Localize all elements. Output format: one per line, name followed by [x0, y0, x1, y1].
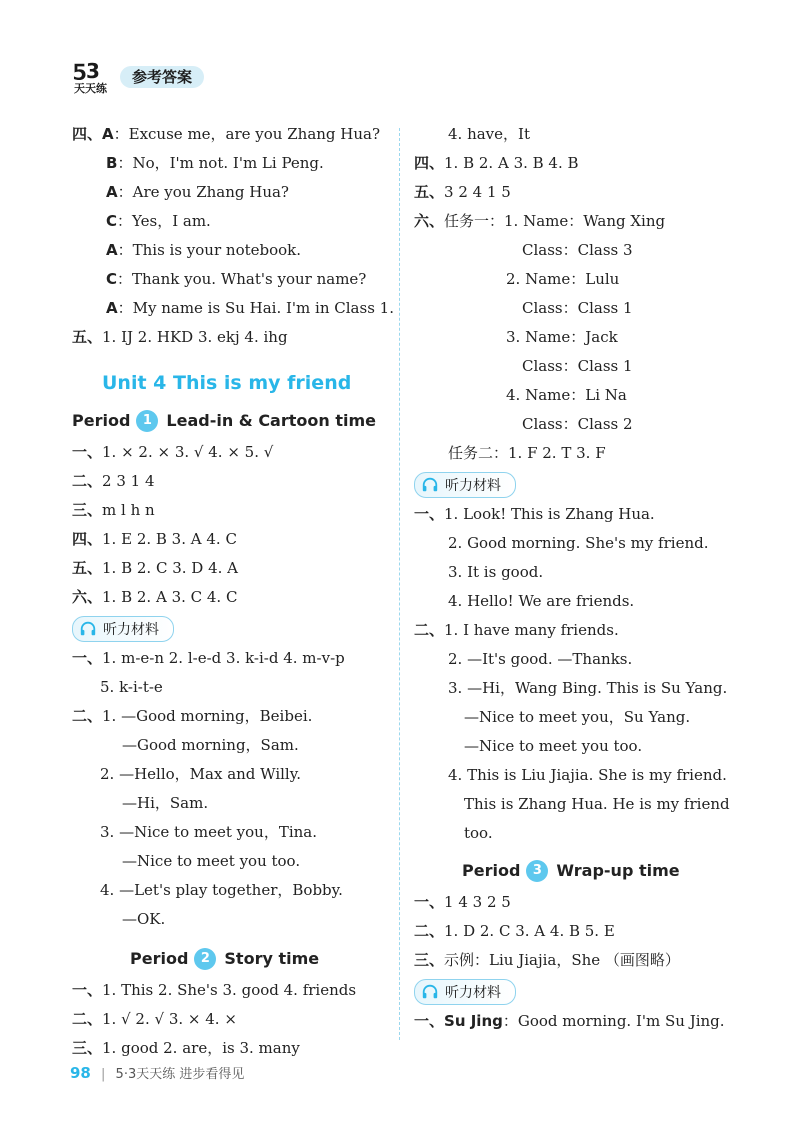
answer-line: —Hi，Sam.: [122, 794, 209, 812]
period-1-heading: Period 1 Lead-in & Cartoon time: [72, 411, 376, 430]
period-number-badge: 2: [194, 948, 216, 970]
answer-line: —Nice to meet you too.: [464, 737, 643, 755]
answer-line: Class：Class 2: [522, 415, 633, 433]
column-divider: [399, 128, 400, 1040]
period-3-heading: Period 3 Wrap-up time: [462, 861, 680, 880]
answer-line: 4. —Let's play together，Bobby.: [100, 881, 343, 899]
answer-line: 3. —Nice to meet you，Tina.: [100, 823, 317, 841]
answer-line: 4. Hello! We are friends.: [448, 592, 635, 610]
page-number: 98: [70, 1064, 91, 1082]
answer-line: 二、1. D 2. C 3. A 4. B 5. E: [414, 922, 615, 940]
period-2-answers: [72, 976, 390, 1063]
period-1-listening: [72, 644, 390, 934]
listening-material-label: 听力材料: [72, 616, 174, 642]
dialogue-line: A：Are you Zhang Hua?: [106, 183, 289, 201]
answer-line: 二、1. √ 2. √ 3. × 4. ×: [72, 1010, 237, 1028]
dialogue-line: B：No，I'm not. I'm Li Peng.: [106, 154, 324, 172]
answer-line: 三、1. good 2. are，is 3. many: [72, 1039, 300, 1057]
period-1-answers: [72, 438, 390, 612]
right-listening: [414, 500, 744, 848]
answer-line: 一、1 4 3 2 5: [414, 893, 511, 911]
answer-line: 二、1. —Good morning，Beibei.: [72, 707, 313, 725]
answer-line: —OK.: [122, 910, 166, 928]
dialogue-line: C：Thank you. What's your name?: [106, 270, 367, 288]
dialogue-line: C：Yes，I am.: [106, 212, 211, 230]
answer-line: 二、1. I have many friends.: [414, 621, 619, 639]
answer-line: —Nice to meet you too.: [122, 852, 301, 870]
answer-line: 一、1. This 2. She's 3. good 4. friends: [72, 981, 357, 999]
headphones-icon: [421, 476, 439, 494]
listening-material-label: 听力材料: [414, 472, 516, 498]
headphones-icon: [79, 620, 97, 638]
answer-line: 3. It is good.: [448, 563, 544, 581]
answer-line: 五、1. B 2. C 3. D 4. A: [72, 559, 238, 577]
headphones-icon: [421, 983, 439, 1001]
answer-line: 三、示例：Liu Jiajia，She （画图略）: [414, 951, 680, 969]
answer-line: 任务二：1. F 2. T 3. F: [448, 444, 606, 462]
answer-line: 一、1. m-e-n 2. l-e-d 3. k-i-d 4. m-v-p: [72, 649, 345, 667]
answer-line: Class：Class 1: [522, 299, 633, 317]
answer-key-badge: 参考答案: [120, 66, 204, 88]
answer-line: —Nice to meet you，Su Yang.: [464, 708, 691, 726]
section-5-line: 五、1. IJ 2. HKD 3. ekj 4. ihg: [72, 328, 288, 346]
svg-text:3: 3: [86, 59, 100, 83]
answer-line: 三、m l h n: [72, 501, 155, 519]
answer-line: This is Zhang Hua. He is my friend: [464, 795, 730, 813]
series-name: 5·3天天练: [115, 1067, 176, 1082]
right-top-answers: [414, 120, 744, 468]
answer-line: 2. Good morning. She's my friend.: [448, 534, 709, 552]
svg-text:天天练: 天天练: [74, 82, 107, 94]
svg-text:5: 5: [72, 61, 88, 86]
answer-line: 2. —Hello，Max and Willy.: [100, 765, 301, 783]
left-column: [72, 120, 394, 1063]
answer-line: 六、任务一：1. Name：Wang Xing: [414, 212, 666, 230]
right-column: [414, 120, 744, 1036]
dialogue-line: A：My name is Su Hai. I'm in Class 1.: [106, 299, 394, 317]
answer-line: Class：Class 1: [522, 357, 633, 375]
answer-line: —Good morning，Sam.: [122, 736, 299, 754]
answer-line: 2. Name：Lulu: [506, 270, 620, 288]
period-2-heading: Period 2 Story time: [130, 949, 320, 968]
answer-line: 一、1. Look! This is Zhang Hua.: [414, 505, 655, 523]
answer-line: 五、3 2 4 1 5: [414, 183, 511, 201]
answer-line: 四、1. B 2. A 3. B 4. B: [414, 154, 579, 172]
period-number-badge: 3: [526, 860, 548, 882]
answer-line: too.: [464, 824, 493, 842]
period-number-badge: 1: [136, 410, 158, 432]
brand-logo-icon: [70, 58, 116, 94]
answer-line: 3. —Hi，Wang Bing. This is Su Yang.: [448, 679, 728, 697]
answer-line: 二、2 3 1 4: [72, 472, 155, 490]
dialogue-line: 四、A：Excuse me，are you Zhang Hua?: [72, 125, 381, 143]
answer-line: 4. have，It: [448, 125, 530, 143]
slogan: 进步看得见: [179, 1067, 245, 1082]
unit-title: Unit 4 This is my friend: [102, 372, 352, 394]
answer-line: 3. Name：Jack: [506, 328, 618, 346]
answer-line: 六、1. B 2. A 3. C 4. C: [72, 588, 238, 606]
answer-line: 4. This is Liu Jiajia. She is my friend.: [448, 766, 727, 784]
dialogue-line: A：This is your notebook.: [106, 241, 302, 259]
section-4-dialogue: [72, 120, 394, 323]
answer-line: Class：Class 3: [522, 241, 633, 259]
page-footer: 98 | 5·3天天练 进步看得见: [70, 1064, 245, 1082]
answer-line: 一、1. × 2. × 3. √ 4. × 5. √: [72, 443, 274, 461]
listening-material-label: 听力材料: [414, 979, 516, 1005]
answer-line: 2. —It's good. —Thanks.: [448, 650, 633, 668]
answer-line: 四、1. E 2. B 3. A 4. C: [72, 530, 237, 548]
answer-line: 5. k-i-t-e: [100, 678, 163, 696]
final-dialogue-line: 一、Su Jing：Good morning. I'm Su Jing.: [414, 1012, 725, 1030]
period-3-answers: [414, 888, 744, 975]
answer-line: 4. Name：Li Na: [506, 386, 627, 404]
